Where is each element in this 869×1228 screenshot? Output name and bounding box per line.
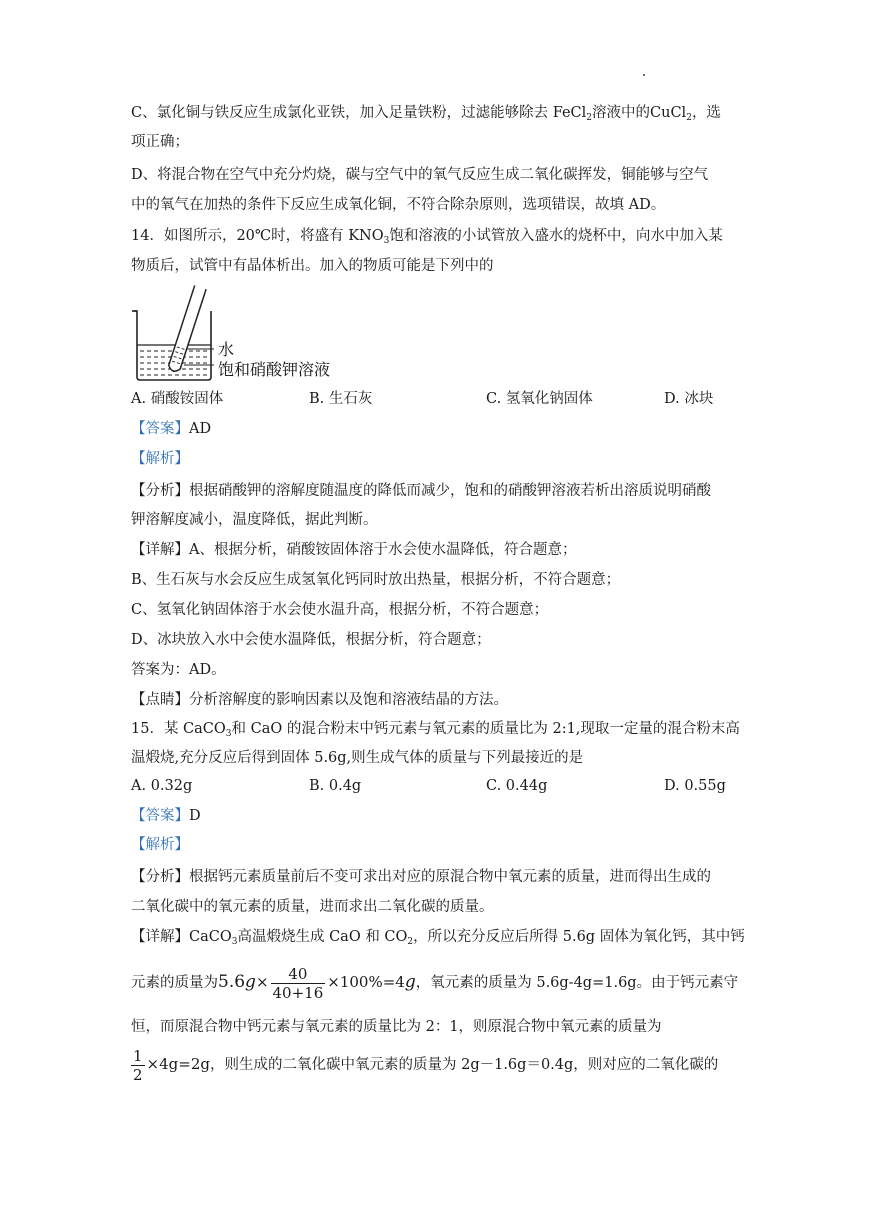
text: 溶液中的CuCl xyxy=(592,105,687,121)
subscript: 3 xyxy=(231,937,238,947)
dianjing-14 xyxy=(131,690,508,710)
text: ，选 xyxy=(691,105,721,121)
text: C、氯化铜与铁反应生成氯化亚铁，加入足量铁粉，过滤能够除去 FeCl xyxy=(131,105,587,121)
text-line xyxy=(131,103,721,128)
detail-label: 【详解】 xyxy=(131,542,189,558)
detail-label: 【详解】 xyxy=(131,929,189,945)
analysis-label: 【分析】 xyxy=(131,869,189,885)
option-a: A. 0.32g xyxy=(131,778,193,794)
text: A、根据分析，硝酸铵固体溶于水会使水温降低，符合题意； xyxy=(189,542,577,558)
text: ，则生成的二氧化碳中氧元素的质量为 2g－1.6g＝0.4g，则对应的二氧化碳的 xyxy=(209,1057,719,1073)
text-line: C、氢氧化钠固体溶于水会使水温升高，根据分析，不符合题意； xyxy=(131,602,549,618)
formula-line-2 xyxy=(131,1042,718,1087)
text: 元素的质量为 xyxy=(131,975,218,991)
jiexi-14 xyxy=(131,449,189,469)
option-d: D. 0.55g xyxy=(664,778,726,794)
option-a: A. 硝酸铵固体 xyxy=(131,391,224,407)
text-line: D、将混合物在空气中充分灼烧，碳与空气中的氧气反应生成二氧化碳挥发，铜能够与空气 xyxy=(131,167,709,183)
answer-label: 【答案】 xyxy=(131,421,189,437)
question-14 xyxy=(131,226,723,251)
analysis-label: 【分析】 xyxy=(131,483,189,499)
text: 分析溶解度的影响因素以及饱和溶液结晶的方法。 xyxy=(189,692,508,708)
fraction-denominator: 2 xyxy=(133,1065,143,1084)
text: ，氧元素的质量为 5.6g-4g=1.6g。由于钙元素守 xyxy=(415,975,739,991)
answer-value: AD xyxy=(189,421,212,437)
text-line: 答案为：AD。 xyxy=(131,662,226,678)
label-solution: 饱和硝酸钾溶液 xyxy=(218,362,331,379)
subscript: 3 xyxy=(225,729,232,739)
subscript: 2 xyxy=(407,937,414,947)
option-c: C. 0.44g xyxy=(486,778,548,794)
text: 和 CaO 的混合粉末中钙元素与氧元素的质量比为 2:1,现取一定量的混合粉末高 xyxy=(231,721,740,737)
fraction-half xyxy=(131,1047,145,1084)
text-line: 物质后，试管中有晶体析出。加入的物质可能是下列中的 xyxy=(131,258,494,274)
answer-14 xyxy=(131,419,211,439)
math-unit: g xyxy=(245,972,256,992)
text: 15．某 CaCO xyxy=(131,721,226,737)
jiexi-label: 【解析】 xyxy=(131,837,189,853)
answer-15 xyxy=(131,806,201,826)
beaker-figure xyxy=(130,283,360,385)
question-15 xyxy=(131,719,740,744)
answer-value: D xyxy=(189,808,201,824)
text-line: 二氧化碳中的氧元素的质量，进而求出二氧化碳的质量。 xyxy=(131,899,494,915)
text: ，所以充分反应后所得 5.6g 固体为氧化钙，其中钙 xyxy=(413,929,745,945)
text-line: D、冰块放入水中会使水温降低，根据分析，符合题意； xyxy=(131,632,491,648)
fraction-denominator: 40+16 xyxy=(272,983,324,1002)
text: CaCO xyxy=(189,929,232,945)
subscript: 2 xyxy=(686,113,692,123)
math-operator: × xyxy=(255,973,269,991)
math-number: 5.6 xyxy=(218,972,246,992)
answer-label: 【答案】 xyxy=(131,808,189,824)
text-line: B、生石灰与水会反应生成氢氧化钙同时放出热量，根据分析，不符合题意； xyxy=(131,572,621,588)
option-b: B. 生石灰 xyxy=(309,391,373,407)
jiexi-label: 【解析】 xyxy=(131,451,189,467)
text-line: 中的氧气在加热的条件下反应生成氧化铜，不符合除杂原则，选项错误，故填 AD。 xyxy=(131,197,666,213)
formula-line-1 xyxy=(131,960,738,1005)
fraction-40-56 xyxy=(271,965,326,1002)
option-b: B. 0.4g xyxy=(309,778,362,794)
option-c: C. 氢氧化钠固体 xyxy=(486,391,593,407)
math-expression: ×100%=4 xyxy=(327,973,405,991)
text-line: 温煅烧,充分反应后得到固体 5.6g,则生成气体的质量与下列最接近的是 xyxy=(131,750,584,766)
text: 根据钙元素质量前后不变可求出对应的原混合物中氧元素的质量，进而得出生成的 xyxy=(189,869,711,885)
jiexi-15 xyxy=(131,835,189,855)
fraction-numerator: 1 xyxy=(133,1046,143,1065)
dianjing-label: 【点睛】 xyxy=(131,692,189,708)
analysis-15 xyxy=(131,867,711,887)
analysis-14 xyxy=(131,481,711,501)
text-line: 恒，而原混合物中钙元素与氧元素的质量比为 2：1，则原混合物中氧元素的质量为 xyxy=(131,1019,662,1035)
text: 饱和溶液的小试管放入盛水的烧杯中，向水中加入某 xyxy=(389,228,723,244)
label-water: 水 xyxy=(218,342,235,359)
text-line: 钾溶解度减小，温度降低，据此判断。 xyxy=(131,512,378,528)
subscript: 2 xyxy=(586,113,593,123)
detail-15 xyxy=(131,927,745,952)
detail-14 xyxy=(131,540,576,560)
text-line: 项正确； xyxy=(131,134,189,150)
text: 14．如图所示，20℃时，将盛有 KNO xyxy=(131,228,384,244)
subscript: 3 xyxy=(383,236,390,246)
math-expression: ×4g=2g xyxy=(146,1055,210,1073)
text: 高温煅烧生成 CaO 和 CO xyxy=(237,929,408,945)
text: 根据硝酸钾的溶解度随温度的降低而减少，饱和的硝酸钾溶液若析出溶质说明硝酸 xyxy=(189,483,711,499)
fraction-numerator: 40 xyxy=(271,965,326,984)
math-unit: g xyxy=(404,972,416,992)
option-d: D. 冰块 xyxy=(664,391,714,407)
formula-mass xyxy=(218,972,256,992)
stray-dot xyxy=(643,74,645,76)
